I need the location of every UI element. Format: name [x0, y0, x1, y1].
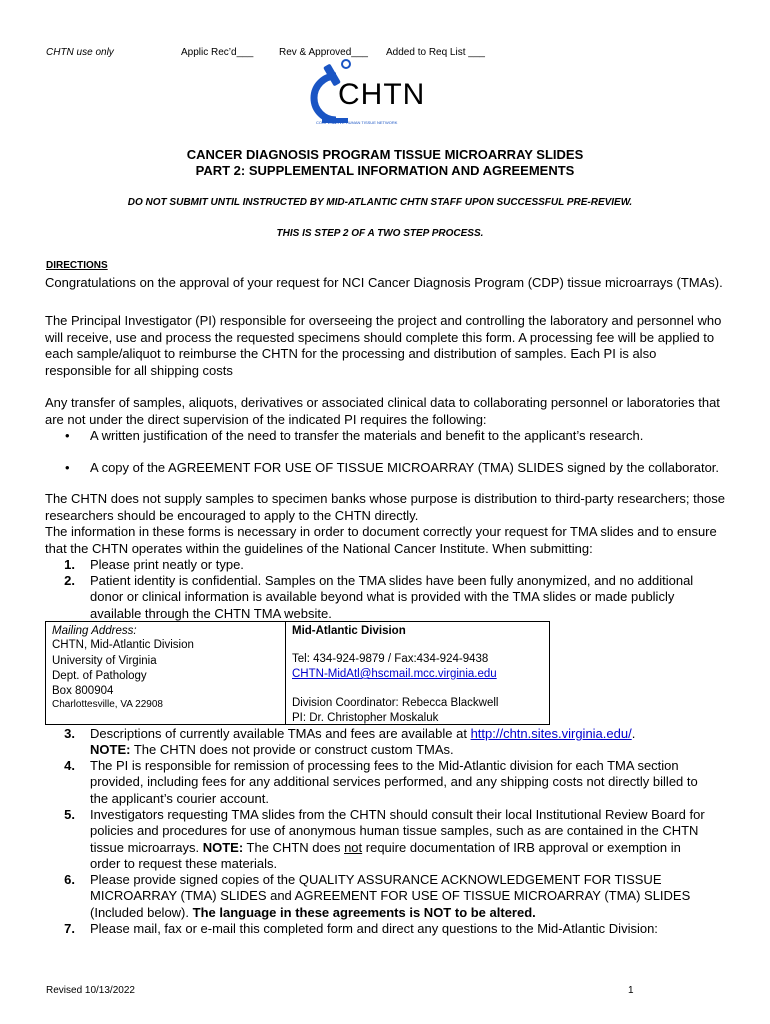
item-number: 1.	[64, 557, 75, 572]
page-title-line1: CANCER DIAGNOSIS PROGRAM TISSUE MICROARRAY SLIDES	[186, 147, 584, 162]
mailing-line5: Charlottesville, VA 22908	[52, 699, 163, 710]
mailing-line1: CHTN, Mid-Atlantic Division	[52, 639, 194, 651]
list-item	[45, 573, 725, 622]
list-item	[45, 726, 725, 759]
item-number: 3.	[64, 726, 75, 741]
item-number: 5.	[64, 807, 75, 822]
list-item	[65, 460, 725, 493]
rev-approved-field: Rev & Approved___	[279, 47, 368, 58]
logo-text: CHTN	[338, 78, 426, 111]
item-number: 2.	[64, 573, 75, 588]
chtn-logo	[308, 58, 458, 130]
directions-heading: DIRECTIONS	[46, 260, 108, 271]
directions-p5: The information in these forms is necessary in order to document correctly your request for TMA slides and to ensure that the CHTN operates within the guidelines of the National Cancer Institute. When submitting:	[45, 524, 717, 556]
list-item	[45, 758, 725, 808]
item-text: Investigators requesting TMA slides from the CHTN should consult their local Institutional Review Board for policies and procedures for use of anonymous human tissue samples, such as are contained in the CHTN tissue microarrays. NOTE: The CHTN does not require documentation of IRB approval or exemption in order to request these materials.	[90, 807, 705, 871]
bullet-text: A written justification of the need to transfer the materials and benefit to the applicant’s research.	[90, 428, 644, 443]
table-divider	[285, 622, 286, 724]
added-to-req-field: Added to Req List ___	[386, 47, 485, 58]
division-email-link[interactable]: CHTN-MidAtl@hscmail.mcc.virginia.edu	[292, 668, 497, 680]
division-pi: PI: Dr. Christopher Moskaluk	[292, 712, 439, 724]
contact-table	[45, 621, 550, 725]
directions-p3: Any transfer of samples, aliquots, derivatives or associated clinical data to collaborating personnel or laboratories that are not under the direct supervision of the indicated PI requires the following:	[45, 395, 720, 427]
item-number: 4.	[64, 758, 75, 773]
bullet-icon: •	[65, 428, 70, 443]
division-phone: Tel: 434-924-9879 / Fax:434-924-9438	[292, 653, 489, 665]
item-text: Please print neatly or type.	[90, 557, 244, 572]
item-text: Please mail, fax or e-mail this completed form and direct any questions to the Mid-Atlantic Division:	[90, 921, 658, 936]
item-number: 7.	[64, 921, 75, 936]
page-number: 1	[628, 985, 634, 996]
chtn-use-only-label: CHTN use only	[46, 47, 114, 58]
list-item	[45, 807, 725, 873]
step-notice: THIS IS STEP 2 OF A TWO STEP PROCESS.	[276, 228, 484, 239]
list-item	[45, 872, 725, 922]
directions-p4: The CHTN does not supply samples to specimen banks whose purpose is distribution to third-party researchers; those researchers should be encouraged to apply to the CHTN directly.	[45, 491, 725, 523]
directions-p1: Congratulations on the approval of your request for NCI Cancer Diagnosis Program (CDP) tissue microarrays (TMAs).	[45, 275, 723, 290]
mailing-label: Mailing Address:	[52, 625, 137, 637]
logo-tagline: COOPERATIVE HUMAN TISSUE NETWORK	[316, 120, 398, 125]
directions-p2: The Principal Investigator (PI) responsible for overseeing the project and controlling the laboratory and personnel who will receive, use and process the requested specimens should complete this form. A processing fee will be applied to each sample/aliquot to reimburse the CHTN for the processing and distribution of samples. Each PI is also responsible for all shipping costs	[45, 313, 722, 378]
mailing-line3: Dept. of Pathology	[52, 670, 147, 682]
tma-website-link[interactable]: http://chtn.sites.virginia.edu/	[470, 726, 632, 741]
bullet-text: A copy of the AGREEMENT FOR USE OF TISSUE MICROARRAY (TMA) SLIDES signed by the collaborator.	[90, 460, 720, 475]
division-coordinator: Division Coordinator: Rebecca Blackwell	[292, 697, 499, 709]
division-heading: Mid-Atlantic Division	[292, 625, 406, 637]
applic-recd-field: Applic Rec’d___	[181, 47, 254, 58]
revised-date: Revised 10/13/2022	[46, 985, 135, 996]
bullet-icon: •	[65, 460, 70, 475]
item-number: 6.	[64, 872, 75, 887]
do-not-submit-notice: DO NOT SUBMIT UNTIL INSTRUCTED BY MID-ATLANTIC CHTN STAFF UPON SUCCESSFUL PRE-REVIEW.	[127, 197, 633, 208]
item-text: Patient identity is confidential. Samples on the TMA slides have been fully anonymized, and no additional donor or clinical information is available beyond what is provided with the TMA slides or made publicly available through the CHTN TMA website.	[90, 573, 694, 621]
list-item	[45, 921, 725, 938]
list-item	[65, 428, 725, 445]
item-text: Please provide signed copies of the QUALITY ASSURANCE ACKNOWLEDGEMENT FOR TISSUE MICROARRAY (TMA) SLIDES and AGREEMENT FOR USE OF TISSUE MICROARRAY (TMA) SLIDES (Included below). The language in these agreements is NOT to be altered.	[90, 872, 691, 920]
page-title-line2: PART 2: SUPPLEMENTAL INFORMATION AND AGREEMENTS	[195, 163, 575, 178]
mailing-line4: Box 800904	[52, 685, 114, 697]
item-text: Descriptions of currently available TMAs and fees are available at http://chtn.sites.virginia.edu/. NOTE: The CHTN does not provide or construct custom TMAs.	[90, 726, 636, 758]
list-item	[45, 557, 725, 574]
item-text: The PI is responsible for remission of processing fees to the Mid-Atlantic division for each TMA section provided, including fees for any additional services performed, and any shipping costs not directly billed to the applicant’s courier account.	[90, 758, 698, 806]
mailing-line2: University of Virginia	[52, 655, 157, 667]
